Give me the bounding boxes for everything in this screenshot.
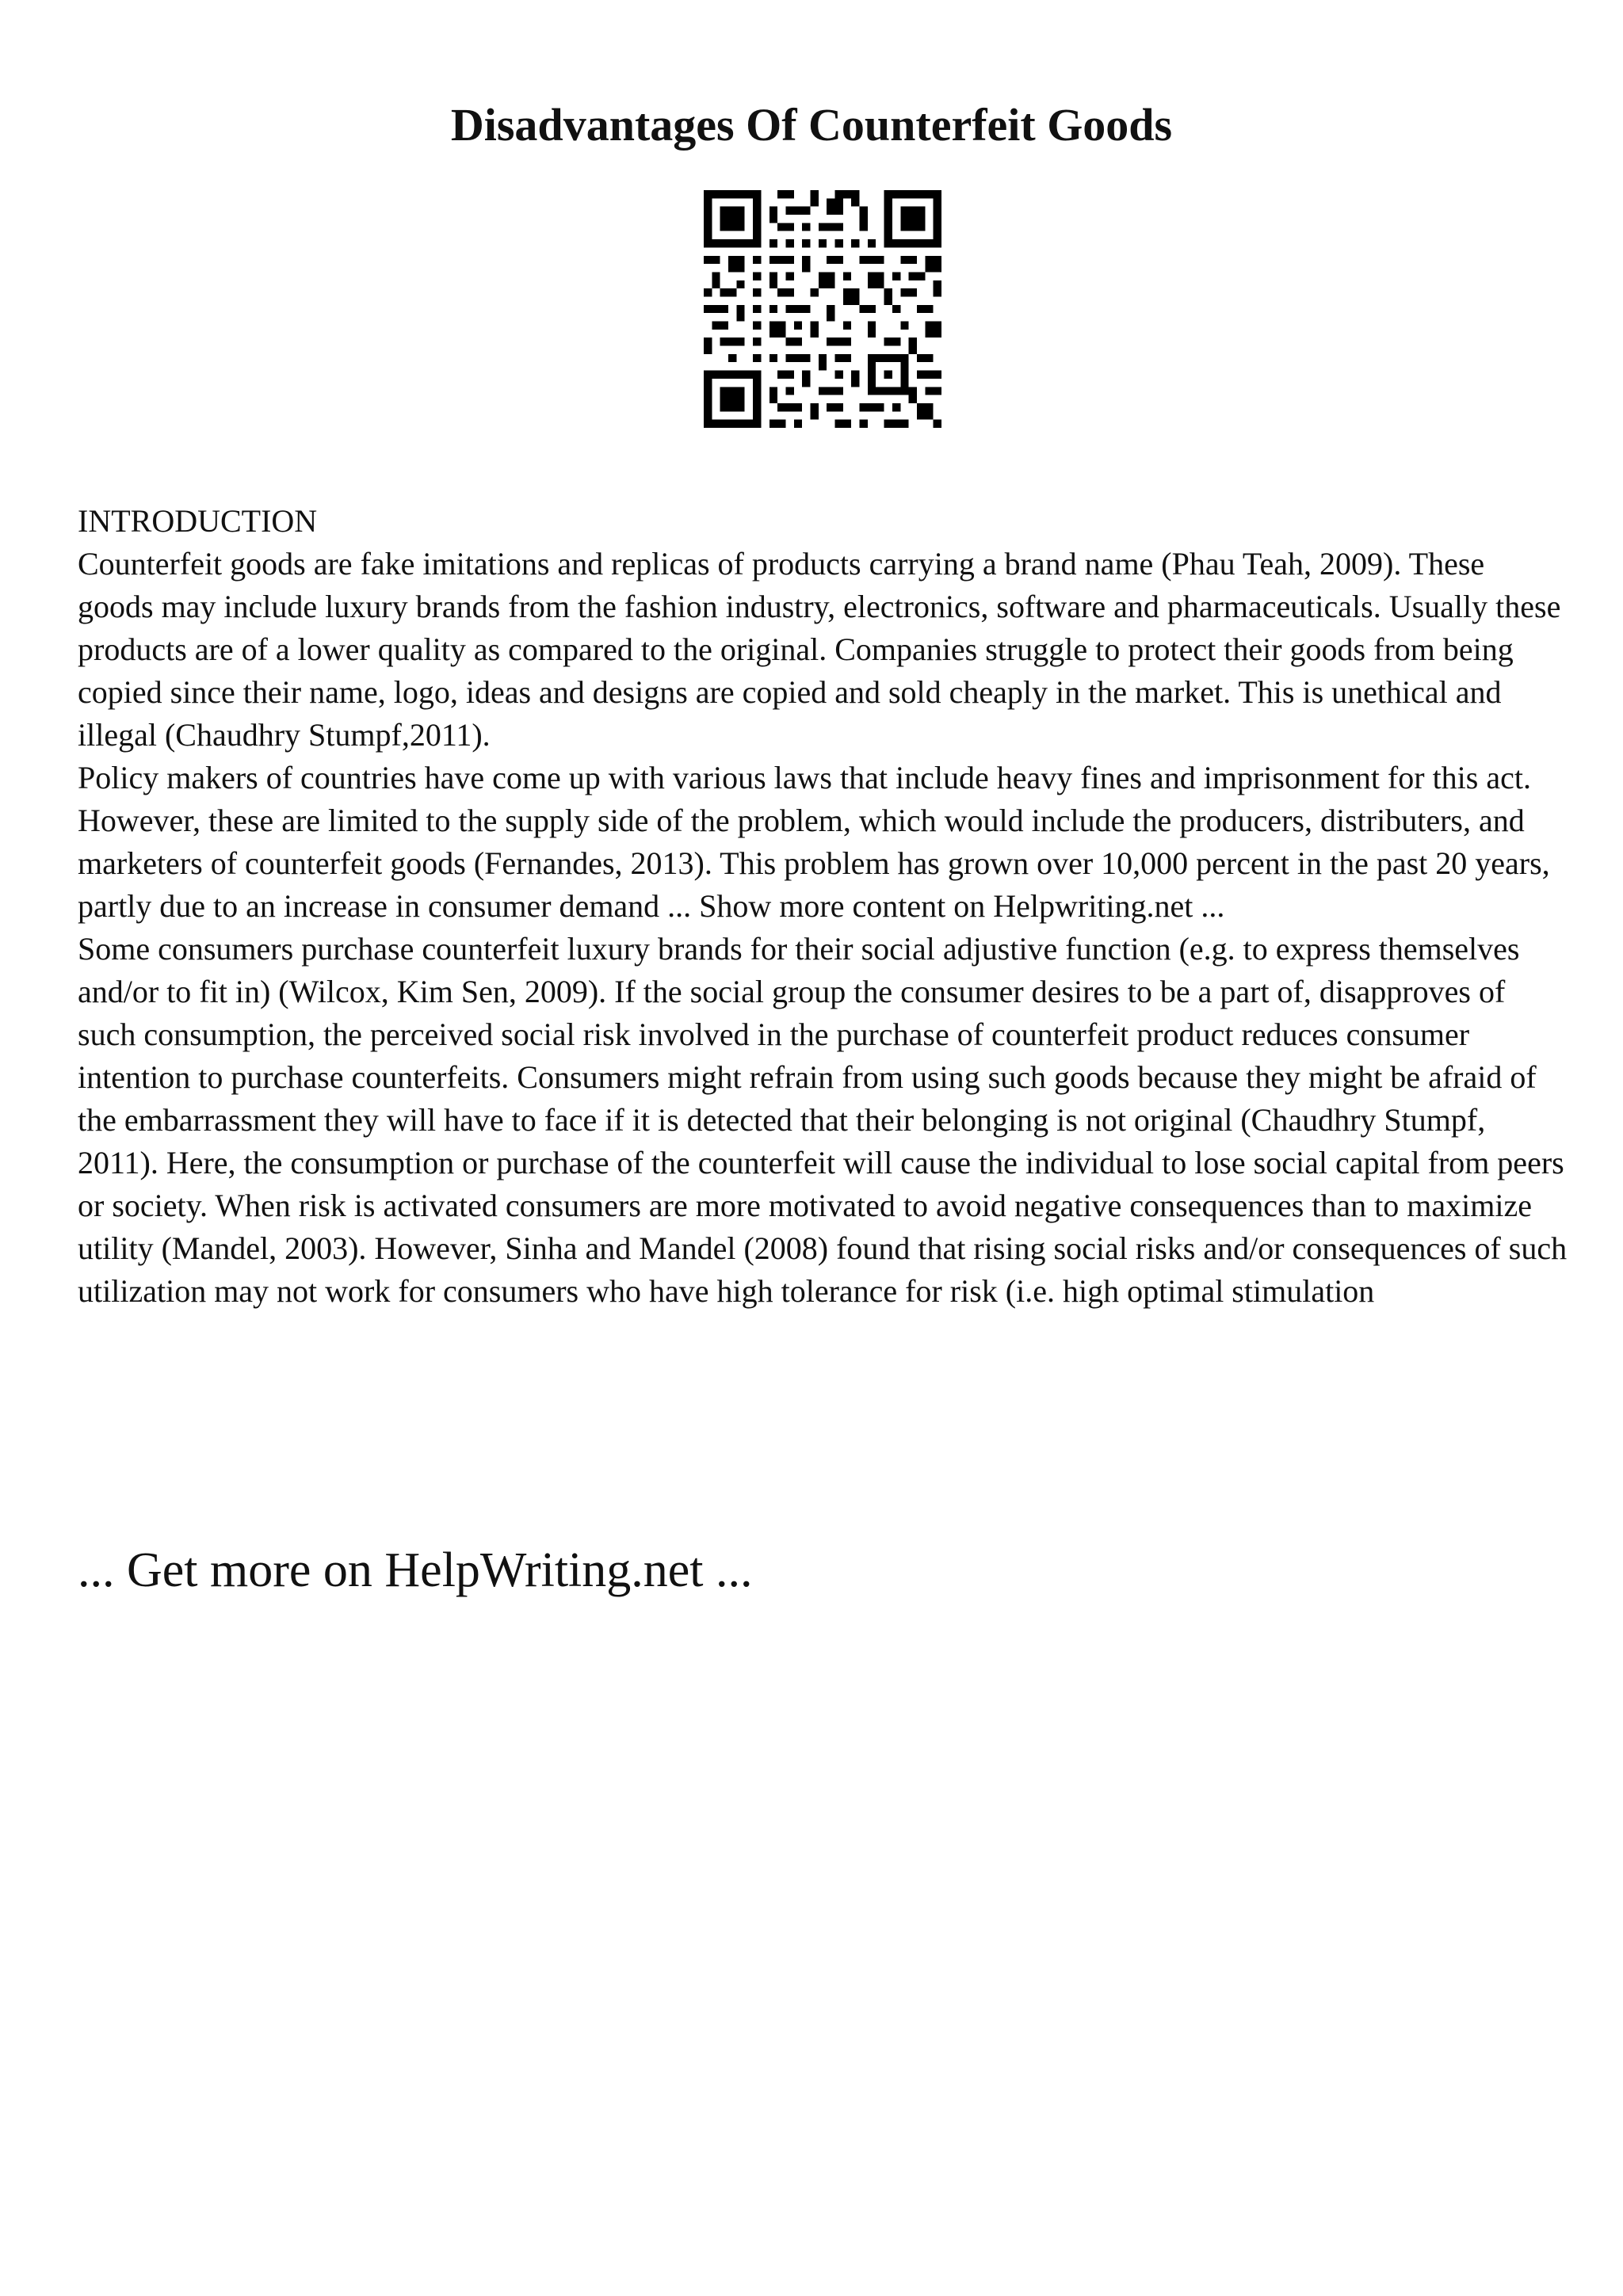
page-title: Disadvantages Of Counterfeit Goods	[450, 99, 1173, 151]
footer-link-text: ... Get more on HelpWriting.net ...	[78, 1543, 753, 1597]
paragraph: Some consumers purchase counterfeit luxury brands for their social adjustive function (e.g. to express themselves and/or to fit in) (Wilcox, Kim Sen, 2009). If the social group the consumer desires to be a part of, disapproves of such consumption, the perceived social risk involved in the purchase of counterfeit product reduces consumer intention to purchase counterfeits. Consumers might refrain from using such goods because they might be afraid of the embarrassment they will have to face if it is detected that their belonging is not original (Chaudhry Stumpf, 2011). Here, the consumption or purchase of the counterfeit will cause the individual to lose social capital from peers or society. When risk is activated consumers are more motivated to avoid negative consequences than to maximize utility (Mandel, 2003). However, Sinha and Mandel (2008) found that rising social risks and/or consequences of such utilization may not work for consumers who have high tolerance for risk (i.e. high optimal stimulation	[78, 931, 1568, 1309]
paragraph: Counterfeit goods are fake imitations and replicas of products carrying a brand name (Phau Teah, 2009). These goods may include luxury brands from the fashion industry, electronics, software and pharmaceuticals. Usually these products are of a lower quality as compared to the original. Companies struggle to protect their goods from being copied since their name, logo, ideas and designs are copied and sold cheaply in the market. This is unethical and illegal (Chaudhry Stumpf,2011).	[78, 546, 1561, 753]
section-heading: INTRODUCTION	[78, 503, 318, 539]
qr-code-icon	[704, 190, 941, 428]
qr-code	[704, 190, 941, 428]
paragraph: Policy makers of countries have come up with various laws that include heavy fines and imprisonment for this act. However, these are limited to the supply side of the problem, which would include the producers, distributers, and marketers of counterfeit goods (Fernandes, 2013). This problem has grown over 10,000 percent in the past 20 years, partly due to an increase in consumer demand ... Show more content on Helpwriting.net ...	[78, 760, 1550, 924]
article-body	[78, 500, 1568, 1313]
